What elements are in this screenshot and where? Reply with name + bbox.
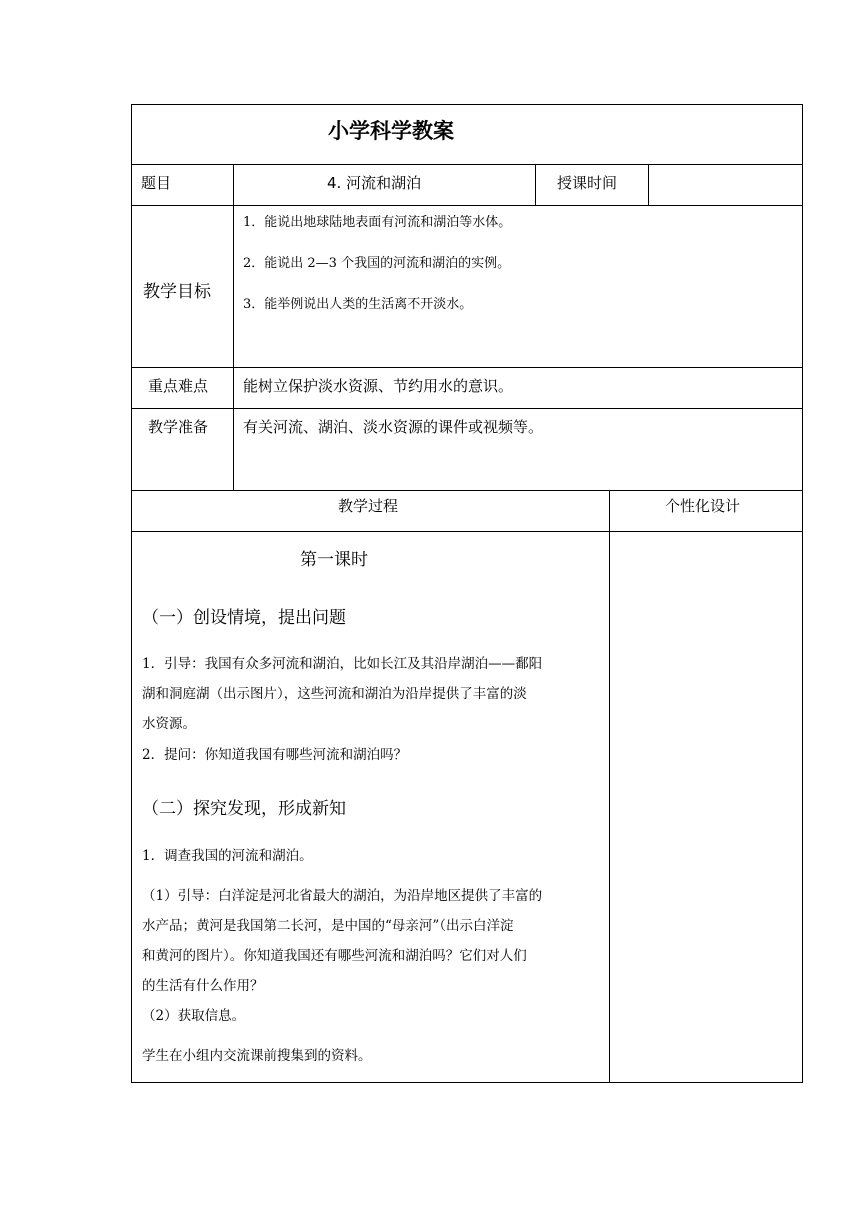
paragraph-line: 1．引导：我国有众多河流和湖泊，比如长江及其沿岸湖泊——鄱阳 [142,656,543,672]
objectives-label: 教学目标 [143,282,211,302]
paragraph-line: 水产品；黄河是我国第二长河，是中国的“母亲河”（出示白洋淀 [142,918,514,934]
preparation-label-cell [131,408,234,491]
title-row [131,104,803,165]
lesson-heading: 第一课时 [300,550,368,570]
process-header-cell [131,490,610,532]
topic-value-cell [233,164,536,206]
process-body-cell [131,531,610,1083]
custom-design-cell [609,531,803,1083]
objectives-label-cell [131,205,234,368]
paragraph: 学生在小组内交流课前搜集到的资料。 [142,1048,372,1064]
keypoints-text: 能树立保护淡水资源、节约用水的意识。 [243,377,514,395]
paragraph-line: 水资源。 [142,716,196,732]
paragraph: （2）获取信息。 [142,1008,246,1024]
paragraph-line: 的生活有什么作用？ [142,978,264,994]
preparation-cell [233,408,803,491]
paragraph-line: （1）引导：白洋淀是河北省最大的湖泊，为沿岸地区提供了丰富的 [142,888,543,904]
objective-item: 3．能举例说出人类的生活离不开淡水。 [243,297,473,312]
section-heading: （二）探究发现，形成新知 [142,799,346,819]
topic-label-cell [131,164,234,206]
document-title: 小学科学教案 [328,119,454,143]
objectives-cell [233,205,803,368]
custom-design-header-cell [609,490,803,532]
process-header: 教学过程 [338,497,399,515]
paragraph [142,649,602,739]
paragraph [142,881,602,1001]
topic-value: 4. 河流和湖泊 [327,174,422,192]
paragraph: 1．调查我国的河流和湖泊。 [142,848,313,864]
time-value-cell [648,164,803,206]
paragraph-line: 湖和洞庭湖（出示图片），这些河流和湖泊为沿岸提供了丰富的淡 [142,686,527,702]
section-heading: （一）创设情境，提出问题 [142,608,346,628]
keypoints-cell [233,367,803,409]
objective-item: 1．能说出地球陆地表面有河流和湖泊等水体。 [243,215,512,230]
preparation-label: 教学准备 [148,418,209,436]
time-label-cell [535,164,649,206]
keypoints-label: 重点难点 [148,377,209,395]
objective-item: 2．能说出 2—3 个我国的河流和湖泊的实例。 [243,256,511,271]
custom-design-header: 个性化设计 [665,497,741,515]
paragraph-line: 和黄河的图片）。你知道我国还有哪些河流和湖泊吗？它们对人们 [142,948,527,964]
preparation-text: 有关河流、湖泊、淡水资源的课件或视频等。 [243,418,544,436]
keypoints-label-cell [131,367,234,409]
paragraph: 2．提问：你知道我国有哪些河流和湖泊吗？ [142,747,408,763]
topic-label: 题目 [141,174,172,192]
time-label: 授课时间 [557,174,618,192]
